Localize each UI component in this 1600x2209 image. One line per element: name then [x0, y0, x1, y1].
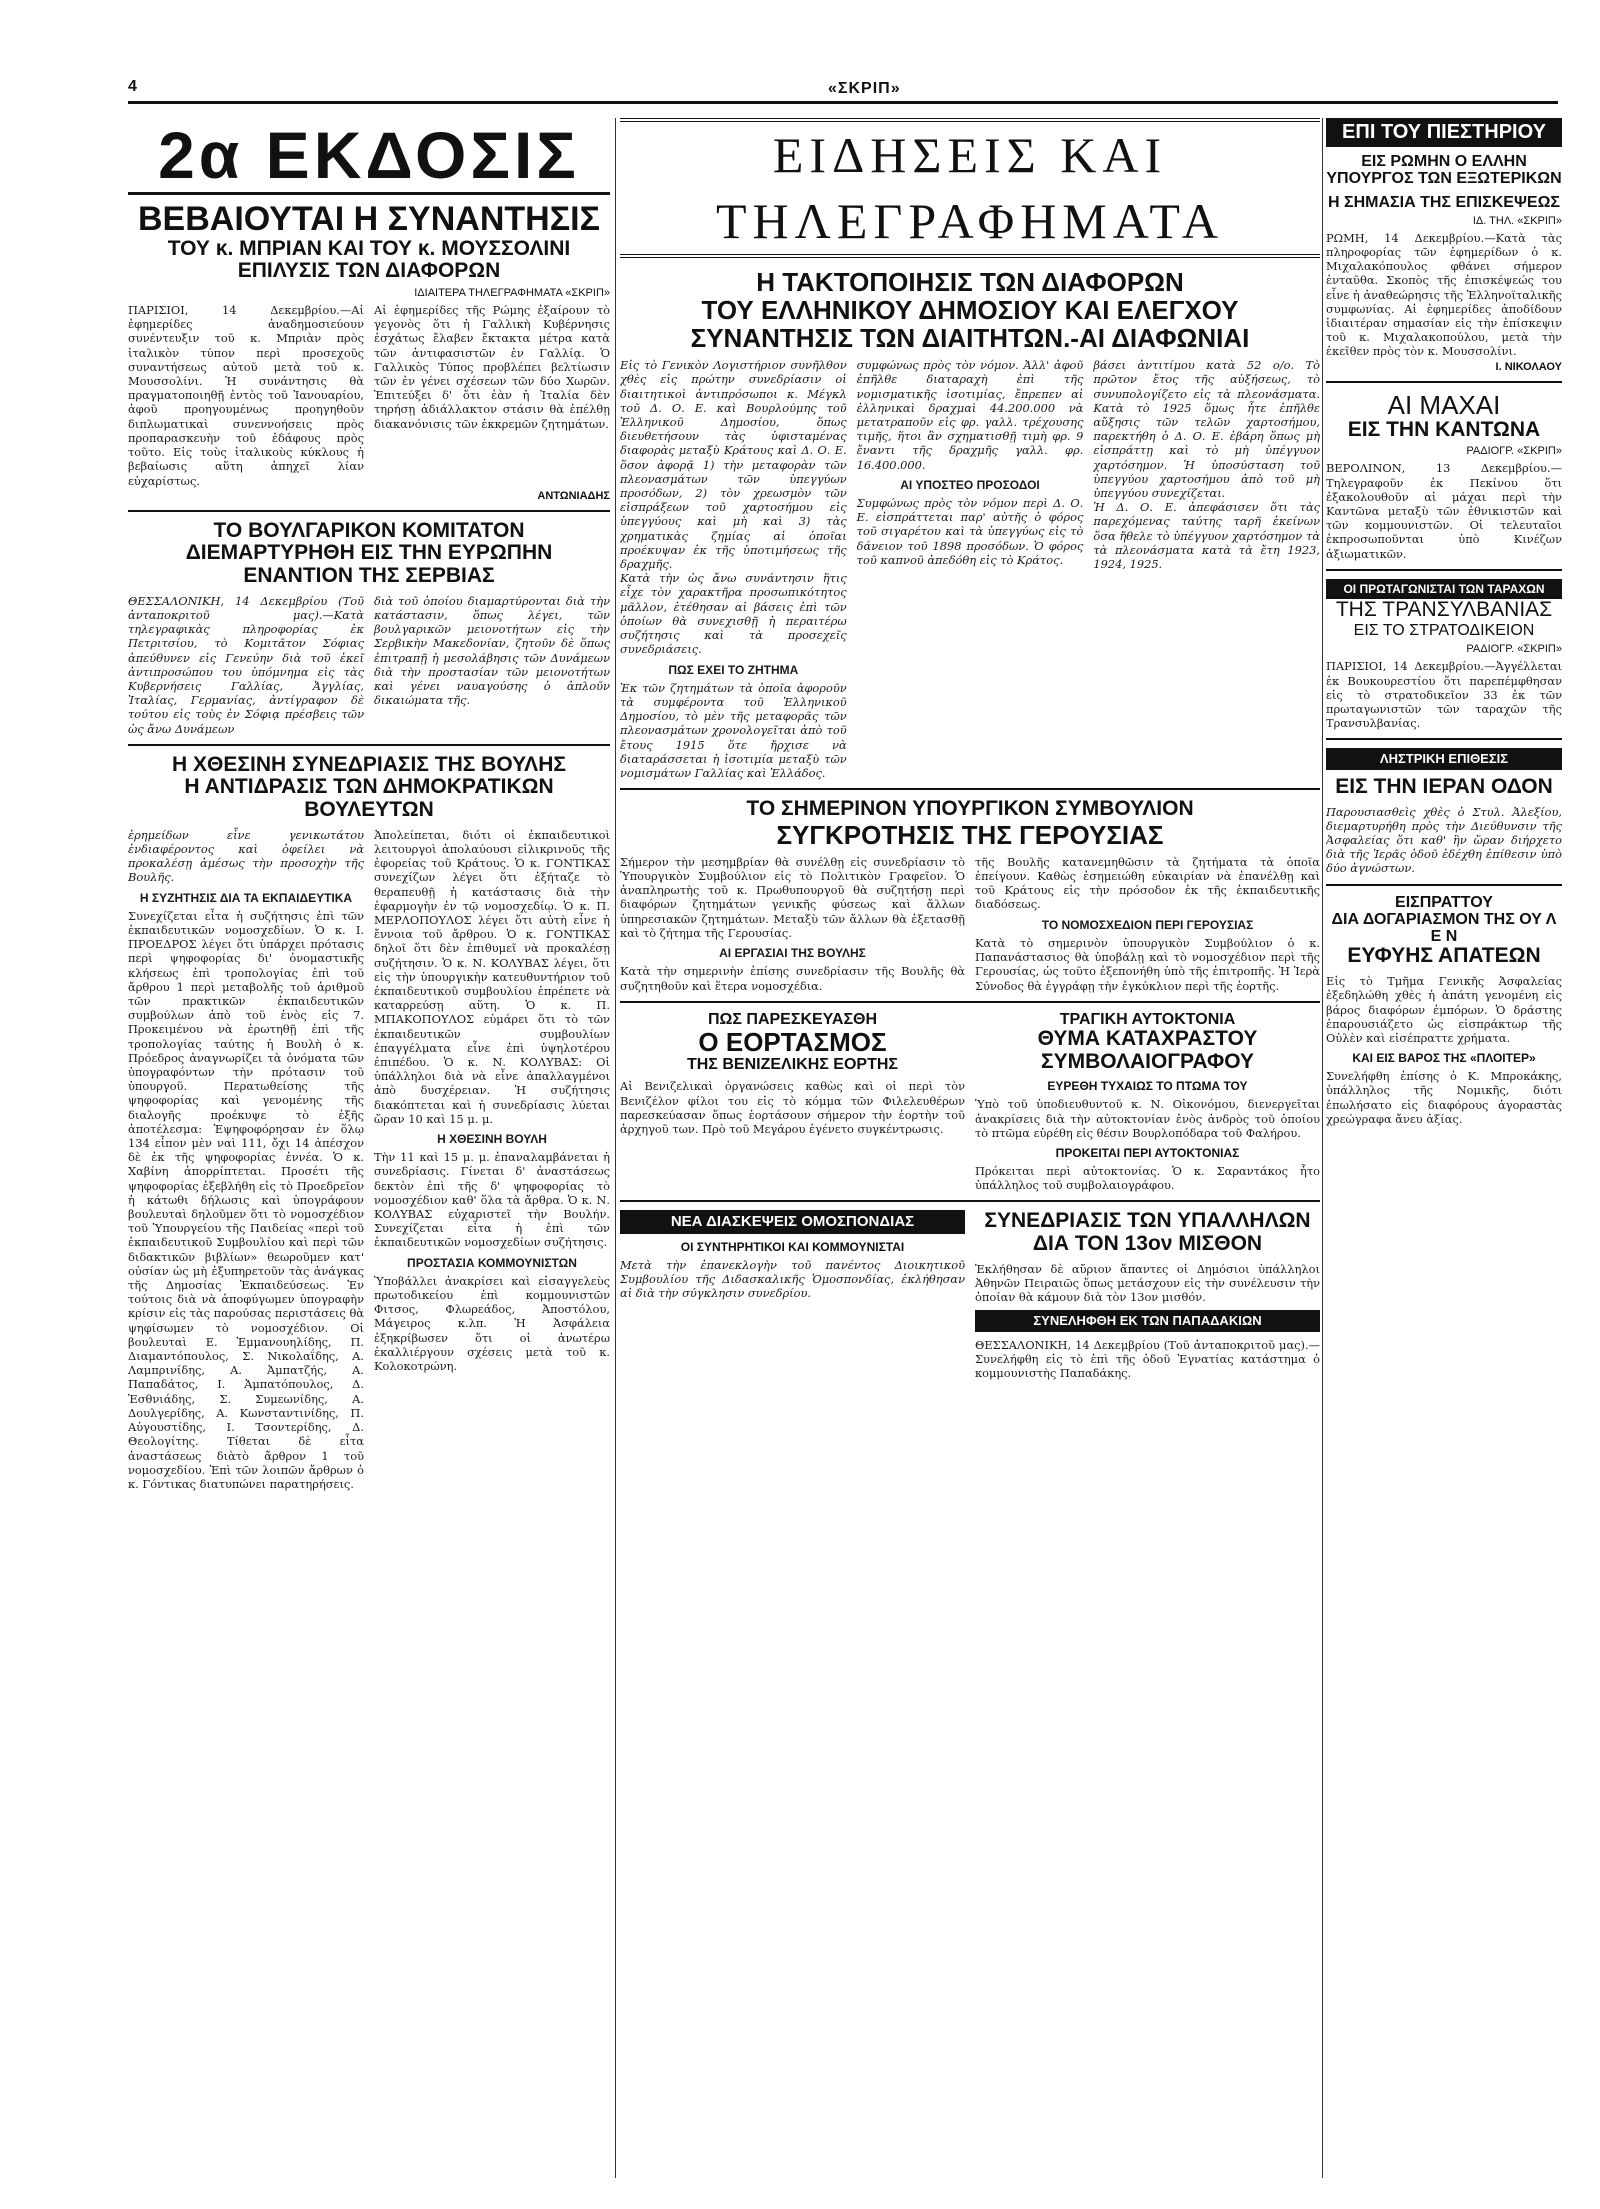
article-text-left: Συνεχίζεται εἶτα ἡ συζήτησις ἐπὶ τῶν ἐκπαιδευτικῶν νομοσχεδίων. Ὁ κ. Ι. ΠΡΟΕΔΡΟΣ λέγει ὅτι ὑπάρχει πρότασις περὶ ψηφοφορίας δι' ὀνομαστικῆς κλήσεως ἐπὶ τροπολογίας ἐπὶ τοῦ ἄρθρου 1 περὶ μεταβολῆς τοῦ ἀριθμοῦ τῶν πρακτικῶν ἐκπαιδευτικῶν συμβούλων ἀπὸ τοῦ ἑνὸς εἰς 7. Προκειμένου νὰ ἐρωτηθῇ ἐπὶ τῆς τροπολογίας ταύτης ἡ Βουλὴ ὁ κ. Πρόεδρος ἀναγνωρίζει τὰ ὀνόματα τῶν ὑπογραφόντων τὴν πρότασιν τοῦ ὑπουργοῦ. Περατωθείσης τῆς ψηφοφορίας καὶ γενομένης τῆς διαλογῆς προέκυψε τὸ ἑξῆς ἀποτέλεσμα: Ἐψηφοφόρησαν ἐν ὅλῳ 134 εἶπον μὲν ναὶ 111, ὄχι 14 ἀπέσχον δὲ ἐκ τῆς ψηφοφορίας ἐννέα. Ὁ κ. Χαβίνη ἀπορρίπτεται. Προσέτι τῆς ψηφοφορίας ἐξεβλήθη εἰς τὸ Προεδρεῖον ἡ κάτωθι δήλωσις καὶ ὑπογράφουν βουλευταὶ δηλοῦμεν ὅτι τὸ νομοσχέδιον τοῦ Ὑπουργείου τῆς Παιδείας «περὶ τοῦ ἐκπαιδευτικοῦ Συμβουλίου καὶ περὶ τῶν διδακτικῶν βιβλίων» θεωροῦμεν κατ' οὐσίαν ὡς μὴ ἐξυπηρετοῦν τὰς ἀνάγκας τῆς Δημοσίας Ἐκπαιδεύσεως. Ἐν τούτοις διὰ νὰ ἀποφύγωμεν ὑπογραφὴν κρίσιν εἰς τὰς παρούσας περιστάσεις θὰ ψηφίσωμεν τὸ νομοσχέδιον. Οἱ βουλευταὶ Ε. Ἐμμανουηλίδης, Π. Διαμαντόπουλος, Σ. Νικολαΐδης, Α. Λαμπρινίδης, Α. Ἀμπατζής, Α. Παπαδάτος, Ι. Ἀμπατόπουλος, Δ. Ἐσθνιάδης, Σ. Συμεωνίδης, Α. Δουλγερίδης, Α. Κωνσταντινίδης, Π. Αὐγουστίδης, Ι. Τσοντερίδης, Δ. Θεολογίτης. Τίθεται δὲ εἶτα ἀναστάσεως διὰτὸ ἄρθρον 1 τοῦ νομοσχεδίου. Ἐπὶ τῶν λοιπῶν ἄρθρων ὁ κ. Γόντικας διατυπώνει παρατηρήσεις.	[128, 908, 364, 1491]
edition-title: 2α ΕΚΔΟΣΙΣ	[128, 118, 610, 195]
signature: ΑΝΤΩΝΙΑΔΗΣ	[537, 489, 610, 502]
headline: Η ΤΑΚΤΟΠΟΙΗΣΙΣ ΤΩΝ ΔΙΑΦΟΡΩΝ	[756, 267, 1184, 297]
signature: I. ΝΙΚΟΛΑΟΥ	[1495, 360, 1562, 373]
subheading: ΠΩΣ ΕΧΕΙ ΤΟ ΖΗΤΗΜΑ	[668, 662, 799, 677]
article-text: Μετὰ τὴν ἐπανεκλογὴν τοῦ πανέντος Διοικητικοῦ Συμβουλίου τῆς Διδασκαλικῆς Ὁμοσπονδίας, ἐκλήθησαν αἱ διὰ τὴν σύγκλησιν συνεδρίου.	[620, 1258, 965, 1301]
article-bulgarian-committee	[128, 520, 610, 736]
headline: ΤΟ ΒΟΥΛΓΑΡΙΚΟΝ ΚΟΜΙΤΑΤΟΝ ΔΙΕΜΑΡΤΥΡΗΘΗ ΕΙΣ ΤΗΝ ΕΥΡΩΠΗΝ ΕΝΑΝΤΙΟΝ ΤΗΣ ΣΕΡΒΙΑΣ	[185, 518, 553, 588]
article-text: ΠΑΡΙΣΙΟΙ, 14 Δεκεμβρίου.—Ἀγγέλλεται ἐκ Βουκουρεστίου ὅτι παρεπέμφθησαν εἰς τὸ στρατοδικεῖον 33 ἐκ τῶν πρωταγωνιστῶν τῶν ταραχῶν τῆς Τρανσυλβανίας.	[1326, 659, 1562, 731]
dateline: ΙΔΙΑΙΤΕΡΑ ΤΗΛΕΓΡΑΦΗΜΑΤΑ «ΣΚΡΙΠ»	[414, 287, 610, 300]
divider	[620, 1001, 1320, 1003]
headline: ΣΥΝΕΛΗΦΘΗ ΕΚ ΤΩΝ ΠΑΠΑΔΑΚΙΩΝ	[975, 1310, 1320, 1332]
headline: ΤΡΑΓΙΚΗ ΑΥΤΟΚΤΟΝΙΑ	[1059, 1010, 1236, 1028]
headline-tertiary: ΣΥΜΒΟΛΑΙΟΓΡΑΦΟΥ	[1040, 1049, 1255, 1073]
subheading: ΠΡΟΚΕΙΤΑΙ ΠΕΡΙ ΑΥΤΟΚΤΟΝΙΑΣ	[1055, 1145, 1240, 1160]
article-federation	[620, 1210, 965, 1380]
subheading: ΟΙ ΣΥΝΤΗΡΗΤΙΚΟΙ ΚΑΙ ΚΟΜΜΟΥΝΙΣΤΑΙ	[680, 1240, 905, 1255]
headline-secondary: Η ΑΝΤΙΔΡΑΣΙΣ ΤΩΝ ΔΗΜΟΚΡΑΤΙΚΩΝ ΒΟΥΛΕΥΤΩΝ	[184, 775, 554, 822]
article-suicide	[975, 1011, 1320, 1193]
column-rule	[615, 118, 616, 2178]
headline: ΤΟ ΣΗΜΕΡΙΝΟΝ ΥΠΟΥΡΓΙΚΟΝ ΣΥΜΒΟΥΛΙΟΝ	[746, 797, 1194, 821]
article-text-col3b: Ἡ Δ. Ο. Ε. ἀπεφάσισεν ὅτι τὰς παρεχόμενας ταύτης ταρῆ ἐκείνων ὅσα ἤθελε τὸ ὑπέγγυον χαρτόσημον τὰ τὰ πλεονάσματα κατὰ τὰ ἔτη 1923, 1924, 1925.	[1093, 500, 1320, 572]
article-pair	[620, 1210, 1320, 1380]
article-pair	[620, 1011, 1320, 1193]
column-left	[128, 118, 610, 2178]
column-center	[620, 118, 1320, 2178]
article-transylvania	[1326, 579, 1562, 731]
headline-tertiary: ΕΙΣ ΤΟ ΣΤΡΑΤΟΔΙΚΕΙΟΝ	[1353, 622, 1535, 640]
headline-tertiary: ΣΥΝΑΝΤΗΣΙΣ ΤΩΝ ΔΙΑΙΤΗΤΩΝ.-ΑΙ ΔΙΑΦΩΝΙΑΙ	[690, 323, 1250, 354]
headline: ΝΕΑ ΔΙΑΣΚΕΨΕΙΣ ΟΜΟΣΠΟΝΔΙΑΣ	[620, 1210, 965, 1234]
article-text-2: ΘΕΣΣΑΛΟΝΙΚΗ, 14 Δεκεμβρίου (Τοῦ ἀνταποκριτοῦ μας).—Συνελήφθη εἰς τὸ ἐπὶ τῆς ὁδοῦ Ἐγνατίας κατάστημα ὁ κομμουνιστὴς Παπαδάκης.	[975, 1337, 1320, 1381]
divider	[1326, 738, 1562, 740]
masthead	[128, 78, 1558, 104]
headline-tertiary: Η ΣΗΜΑΣΙΑ ΤΗΣ ΕΠΙΣΚΕΨΕΩΣ	[1327, 193, 1560, 211]
article-text-col3: βάσει ἀντιτίμου κατὰ 52 ο/ο. Τὸ πρῶτον ἔτος τῆς αὐξήσεως, τὸ συνυπολογίζετο εἰς τὰ πλεονάσματα. Κατὰ τὸ 1925 ὅμως ἦτε ἐπῆλθε αὔξησις τῶν τελῶν χαρτοσήμου, παρεκτήθη ὁ Δ. Ο. Ε. ἐβάρη ὅπως μὴ εἰσπράττῃ καὶ τὸ μὴ ὑπέγγυον χαρτόσημον. Ἡ ὑποσύσταση τοῦ ὑπεγγύου χαρτοσήμου ἀπὸ τοῦ μὴ ὑπεγγύου συνεχίζεται.	[1093, 358, 1320, 501]
article-robbery	[1326, 748, 1562, 875]
headline: ΕΙΣΠΡΑΤΤΟΥ	[1395, 893, 1493, 911]
headline-secondary: ΔΙΑ ΔΟΓΑΡΙΑΣΜΟΝ ΤΗΣ ΟΥ Λ Ε Ν	[1331, 910, 1557, 946]
subheading: ΑΙ ΥΠΟΣΤΕΟ ΠΡΟΣΟΔΟΙ	[900, 477, 1040, 492]
headline: ΒΕΒΑΙΟΥΤΑΙ Η ΣΥΝΑΝΤΗΣΙΣ	[138, 200, 600, 238]
headline: ΣΥΝΕΔΡΙΑΣΙΣ ΤΩΝ ΥΠΑΛΛΗΛΩΝ	[984, 1209, 1311, 1233]
article-text-2: Πρόκειται περὶ αὐτοκτονίας. Ὁ κ. Σαραντάκος ἦτο ὑπάλληλος τοῦ συμβολαιογράφου.	[975, 1163, 1320, 1193]
column-rule	[1322, 118, 1323, 2178]
article-briand-mussolini	[128, 201, 610, 502]
article-text: Εἰς τὸ Τμῆμα Γενικῆς Ἀσφαλείας ἐξεδηλώθη χθὲς ἡ ἀπάτη γενομένη εἰς βάρος διαφόρων ἐμπόρων. Ὁ δράστης ἐπαρουσιάζετο ὡς εἰσπράκτωρ τῆς Οὐλὲν καὶ εἰσέπραττε χρήματα.	[1326, 974, 1562, 1045]
divider	[620, 788, 1320, 790]
dateline: ΡΑΔΙΟΓΡ. «ΣΚΡΙΠ»	[1466, 643, 1562, 656]
article-text-right: διὰ τοῦ ὁποίου διαμαρτύρονται διὰ τὴν κατάστασιν, ὅπως λέγει, τῶν βουλγαρικῶν μειονοτήτων εἰς τὴν Σερβικὴν Μακεδονίαν, ζητοῦν δὲ ὅπως ἐπιτραπῇ ἡ μεσολάβησις τῶν Δυνάμεων διὰ τὴν προστασίαν τῶν μειονοτήτων καὶ γένει ναυαγούσης ὁ ἀπλοῦν δικαιώματα τῆς.	[374, 593, 610, 708]
headline: ΕΠΙ ΤΟΥ ΠΙΕΣΤΗΡΙΟΥ	[1326, 118, 1562, 147]
subheading: Η ΣΥΖΗΤΗΣΙΣ ΔΙΑ ΤΑ ΕΚΠΑΙΔΕΥΤΙΚΑ	[139, 890, 353, 905]
headline-secondary: ΣΥΓΚΡΟΤΗΣΙΣ ΤΗΣ ΓΕΡΟΥΣΙΑΣ	[776, 819, 1164, 850]
headline: ΑΙ ΜΑΧΑΙ	[1387, 389, 1501, 420]
article-text-right: Αἱ ἐφημερίδες τῆς Ρώμης ἐξαίρουν τὸ γεγονὸς ὅτι ἡ Γαλλικὴ Κυβέρνησις ἐσχάτως ἔλαβεν ἔκτακτα μέτρα κατὰ τῶν ἀντιφασιστῶν ἐν Γαλλίᾳ. Ὁ Γαλλικὸς Τύπος προβλέπει βελτίωσιν τῶν ἐν γένει σχέσεων τῶν δύο Χωρῶν. Ἐπιτεύξει δ' ὅτι ἐὰν ἡ Ἰταλία δὲν τηρήσῃ ἀδιάλλακτον στάσιν θὰ ἐπέλθῃ διακανόνισις τῶν ἐκκρεμῶν ζητημάτων.	[374, 303, 610, 431]
headline-secondary: ΕΙΣ ΡΩΜΗΝ Ο ΕΛΛΗΝ ΥΠΟΥΡΓΟΣ ΤΩΝ ΕΞΩΤΕΡΙΚΩΝ	[1326, 153, 1562, 188]
subheading: ΕΥΡΕΘΗ ΤΥΧΑΙΩΣ ΤΟ ΠΤΩΜΑ ΤΟΥ	[1047, 1079, 1248, 1094]
article-text-right-3: Ὑποβάλλει ἀνακρίσει καὶ εἰσαγγελεὺς πρωτοδικείου ἐπὶ κομμουνιστῶν Φιτσος, Φλωρεάδος, Ἀποστόλου, Μάγειρος κ.λπ. Ἡ Ἀσφάλεια ἐξηκρίβωσεν ὅτι οἱ ἀνωτέρω ἐκαλλιέργουν σχέσεις μετὰ τοῦ κ. Κολοκοτρώνη.	[374, 1273, 610, 1374]
article-text-col2: συμφώνως πρὸς τὸν νόμον. Ἀλλ' ἀφοῦ ἐπῆλθε διαταραχὴ ἐπὶ τῆς νομισματικῆς ἰσοτιμίας, ἔπρεπεν αἱ ἐλληνικαὶ δραχμαὶ 44.200.000 νὰ μετατραποῦν εἰς φρ. γαλλ. τρέχουσης τιμῆς, ἥτοι ἂν σχηματισθῇ τιμὴ φρ. 9 ἔναντι τῆς δραχμῆς γαλλ. φρ. 16.400.000.	[856, 358, 1084, 472]
newspaper-name: «ΣΚΡΙΠ»	[828, 80, 901, 97]
headline-tertiary: ΕΥΦΥΗΣ ΑΠΑΤΕΩΝ	[1347, 944, 1541, 968]
article-text-right-2: Κατὰ τὸ σημερινὸν ὑπουργικὸν Συμβούλιον ὁ κ. Παπανάστασιος θὰ ὑποβάλῃ καὶ τὸ νομοσχέδιον περὶ τῆς Γερουσίας, ὡς τοῦτο ἐξεπονήθη ὑπὸ τῆς ἐπιτροπῆς. Ἡ Ἱερὰ Σύνοδος θὰ ἐγγράφῃ τὴν ἐγκύκλιον περὶ τῆς ἑορτῆς.	[975, 935, 1320, 993]
divider	[620, 1200, 1320, 1202]
headline: ΛΗΣΤΡΙΚΗ ΕΠΙΘΕΣΙΣ	[1326, 748, 1562, 770]
subheading: ΑΙ ΕΡΓΑΣΙΑΙ ΤΗΣ ΒΟΥΛΗΣ	[719, 946, 866, 961]
divider	[1326, 569, 1562, 571]
article-text: Ἐκλήθησαν δὲ αὔριον ἅπαντες οἱ Δημόσιοι ὑπάλληλοι Ἀθηνῶν Πειραιῶς ὅπως μετάσχουν εἰς τὴν συνέλευσιν τὴν ὁποίαν θὰ κάμουν διὰ τὸν 13ον μισθόν.	[975, 1261, 1320, 1305]
column-right	[1326, 118, 1562, 2178]
article-text: Παρουσιασθεὶς χθὲς ὁ Στυλ. Ἀλεξίου, διεμαρτυρήθη πρὸς τὴν Διεύθυνσιν τῆς Ἀσφαλείας ὅτι καθ' ἣν ὥραν διήρχετο διὰ τῆς Ἱερᾶς ὁδοῦ ἐδέχθη ἐπίθεσιν ὑπὸ δύο ἀγνώστων.	[1326, 804, 1562, 876]
divider	[1326, 381, 1562, 383]
page-number: 4	[128, 78, 137, 95]
headline-secondary: ΔΙΑ ΤΟΝ 13ον ΜΙΣΘΟΝ	[1032, 1232, 1263, 1255]
article-canton-battles	[1326, 391, 1562, 561]
article-swindler	[1326, 894, 1562, 1126]
subheading: Η ΧΘΕΣΙΝΗ ΒΟΥΛΗ	[437, 1132, 547, 1147]
headline-secondary: ΤΟΥ κ. ΜΠΡΙΑΝ ΚΑΙ ΤΟΥ κ. ΜΟΥΣΣΟΛΙΝΙ	[167, 236, 571, 260]
headline-secondary: ΕΙΣ ΤΗΝ ΙΕΡΑΝ ΟΔΟΝ	[1335, 774, 1553, 798]
article-text-left: Σήμερον τὴν μεσημβρίαν θὰ συνέλθῃ εἰς συνεδρίασιν τὸ Ὑπουργικὸν Συμβούλιον εἰς τὸ Πολιτικὸν Γραφεῖον. Ὁ ἀναπληρωτὴς τοῦ κ. Πρωθυπουργοῦ θὰ συζητήσῃ περὶ διαφόρων ζητημάτων γενικῆς φύσεως καὶ ἄλλων ὑπηρεσιακῶν ζητημάτων. Μεταξὺ τῶν ἄλλων θὰ ἐξετασθῇ καὶ τὸ ζήτημα τῆς Γερουσίας.	[620, 854, 965, 940]
article-text-left: ΠΑΡΙΣΙΟΙ, 14 Δεκεμβρίου.—Αἱ ἐφημερίδες ἀναδημοσιεύουν συνέντευξιν τοῦ κ. Μπριὰν πρὸς ἰταλικὸν τύπον περὶ προσεχοῦς συναντήσεως αὐτοῦ μετὰ τοῦ κ. Μουσσολίνι. Ἡ συνάντησις θὰ πραγματοποιηθῇ ἐντὸς τοῦ Ἰανουαρίου, ἀφοῦ προηγουμένως προηγηθοῦν διπλωματικαὶ συνεννοήσεις πρὸς προπαρασκευὴν τοῦ ἐδάφους πρὸς τοῦτο. Εἰς τοὺς ἰταλικοὺς κύκλους ἡ βεβαίωσις αὕτη ἀπηχεῖ λίαν εὐχαρίστως.	[128, 303, 364, 488]
article-intro: ἐρημείδων εἶνε γενικωτάτου ἐνδιαφέροντος καὶ ὀφείλει νὰ προκαλέσῃ ἀμέσως τὴν προσοχὴν τῆς Βουλῆς.	[128, 827, 364, 885]
article-text-right: Ἀπολείπεται, διότι οἱ ἐκπαιδευτικοὶ λειτουργοὶ ἀπολαύουσι εἰλικρινοῦς τῆς ἐφορείας τοῦ Κράτους. Ὁ κ. ΓΟΝΤΙΚΑΣ συνεχίζων λέγει ὅτι ἐξήταζε τὸ θεραπευθῇ ἡ κατάστασις διὰ τὴν ἐφαρμογὴν ἐν τῷ νομοσχεδίῳ. Ὁ κ. Π. ΜΕΡΛΟΠΟΥΛΟΣ λέγει ὅτι αὐτὴ εἶνε ἡ ἔννοια τοῦ ἄρθρου. Ὁ κ. ΓΟΝΤΙΚΑΣ δηλοῖ ὅτι δὲν ἐπιθυμεῖ νὰ προκαλέσῃ συζήτησιν. Ὁ κ. Ν. ΚΟΛΥΒΑΣ λέγει, ὅτι εἰς τὴν ὑπουργικὴν κατευθυντήριον τοῦ ἐκπαιδευτικοῦ συμβουλίου ἐπρέπετε νὰ καταρρεύσῃ αὕτη. Ὁ κ. Π. ΜΠΑΚΟΠΟΥΛΟΣ εὐμάρει ὅτι τὸ τῶν ἐκπαιδευτικῶν συμβουλίων ἐπαγγέλματα εἶνε ἐπὶ ὑψηλοτέρου ἐπιπέδου. Ὁ κ. Ν. ΚΟΛΥΒΑΣ: Οἱ ὑπάλληλοι διὰ νὰ εἶνε ἀπαλλαγμένοι ἀπὸ δυσχέρειαν. Ἡ συζήτησις διακόπτεται καὶ ἡ συνεδρίασις λύεται ὥραν 10 καὶ 15 μ. μ.	[374, 827, 610, 1126]
article-text-2: Συνελήφθη ἐπίσης ὁ Κ. Μπροκάκης, ὑπάλληλος τῆς Νομικῆς, διότι ἐπωλήσατο εἰς διαφόρους ἀγοραστὰς χρεώγραφα ἄνευ ἀξίας.	[1326, 1069, 1562, 1126]
headline-tertiary: ΕΠΙΛΥΣΙΣ ΤΩΝ ΔΙΑΦΟΡΩΝ	[237, 259, 501, 283]
dateline: ΡΑΔΙΟΓΡ. «ΣΚΡΙΠ»	[1466, 445, 1562, 458]
article-text-right: τῆς Βουλῆς κατανεμηθῶσιν τὰ ζητήματα τὰ ὁποῖα ἐπείγουν. Καθὼς ἐσημειώθη εὐκαιρίαν νὰ ἐπανέλθῃ καὶ τοῦ Κράτους εἰς τὴν πρόσοδον ἐκ τῆς ἐκπαιδευτικῆς διαδόσεως.	[975, 854, 1320, 912]
subheading: ΠΡΟΣΤΑΣΙΑ ΚΟΜΜΟΥΝΙΣΤΩΝ	[407, 1255, 577, 1270]
headline: ΟΙ ΠΡΩΤΑΓΩΝΙΣΤΑΙ ΤΩΝ ΤΑΡΑΧΩΝ	[1326, 579, 1562, 600]
article-text: ΡΩΜΗ, 14 Δεκεμβρίου.—Κατὰ τὰς πληροφορίας τῶν ἐφημερίδων ὁ κ. Μιχαλακόπουλος φθάνει σήμερον ἐνταῦθα. Σκοπὸς τῆς ἐπισκέψεώς του εἶνε ἡ ἀναθεώρησις τῆς Ἑλληνοϊταλικῆς συμφωνίας. Αἱ ἐφημερίδες ἀποδίδουν ἰδιαιτέραν σημασίαν εἰς τὴν ἐπίσκεψιν τοῦ κ. Μιχαλακοπούλου, μετὰ τὴν ἐκεῖθεν πρὸς τὸν κ. Μουσσολίνι.	[1326, 230, 1562, 359]
article-text: ΒΕΡΟΛΙΝΟΝ, 13 Δεκεμβρίου.—Τηλεγραφοῦν ἐκ Πεκίνου ὅτι ἐξακολουθοῦν αἱ μάχαι περὶ τὴν Καντῶνα μεταξὺ τῶν ἐθνικιστῶν καὶ τῶν κομμουνιστῶν. Οἱ τελευταῖοι ἐκπροσωποῦνται ὑπὸ Κινέζων ἀξιωματικῶν.	[1326, 461, 1562, 561]
article-text-col1b: Κατὰ τὴν ὡς ἄνω συνάντησιν ἥτις εἶχε τὸν χαρακτῆρα προσωπικότητος μᾶλλον, ἐτέθησαν αἱ βάσεις ἐπὶ τῶν ὁποίων θὰ συνεχισθῇ ἡ περαιτέρω συζήτησις καὶ τὰ προσεχεῖς συνεδριάσεις.	[620, 571, 847, 657]
divider	[1326, 884, 1562, 886]
article-parliament	[128, 754, 610, 1491]
headline-secondary: ΘΥΜΑ ΚΑΤΑΧΡΑΣΤΟΥ	[1037, 1026, 1258, 1050]
headline-tertiary: ΤΗΣ ΒΕΝΙΖΕΛΙΚΗΣ ΕΟΡΤΗΣ	[686, 1056, 899, 1074]
headline-secondary: ΤΗΣ ΤΡΑΝΣΥΛΒΑΝΙΑΣ	[1335, 598, 1553, 622]
subheading: ΚΑΙ ΕΙΣ ΒΑΡΟΣ ΤΗΣ «ΠΛΟΙΤΕΡ»	[1352, 1051, 1536, 1066]
section-banner: ΕΙΔΗΣΕΙΣ ΚΑΙ ΤΗΛΕΓΡΑΦΗΜΑΤΑ	[620, 118, 1320, 258]
article-public-debt	[620, 268, 1320, 780]
article-text-col1: Εἰς τὸ Γενικὸν Λογιστήριον συνῆλθον χθὲς εἰς πρώτην συνεδρίασιν οἱ διαιτητικοὶ ἀντιπρόσωποι κ. Μέγκλ τοῦ Δ. Ο. Ε. καὶ Βουρλούμης τοῦ Ἑλληνικοῦ Δημοσίου, ὅπως διευθετήσουν τὰς ὑφισταμένας διαφορὰς μεταξὺ Κράτους καὶ Δ. Ο. Ε. ὅσον ἀφορᾷ 1) τὴν μεταφορὰν τῶν πλεονασμάτων τῶν ὑπεγγύων προσόδων, 2) τὸν χρεωσμὸν τῶν εἰσπράξεων τοῦ χαρτοσήμου εἰς ὑπεγγύους καὶ μὴ καὶ 3) τὰς χρηματικὰς ζημίας αἱ ὁποῖαι προέκυψαν ἐκ τῆς ὑποτιμήσεως τῆς δραχμῆς.	[620, 358, 847, 572]
subheading: ΤΟ ΝΟΜΟΣΧΕΔΙΟΝ ΠΕΡΙ ΓΕΡΟΥΣΙΑΣ	[1041, 917, 1254, 932]
article-text-col2b: Συμφώνως πρὸς τὸν νόμον περὶ Δ. Ο. Ε. εἰσπράττεται παρ' αὐτῆς ὁ φόρος τοῦ σιγαρέτου καὶ τὰ ὑπεγγύως εἰς τὸ δάνειον τοῦ 1898 προσόδων. Ὁ φόρος τοῦ καπνοῦ ἀπεδόθη εἰς τὸ Κράτος.	[856, 496, 1084, 567]
article-text-left: ΘΕΣΣΑΛΟΝΙΚΗ, 14 Δεκεμβρίου (Τοῦ ἀνταποκριτοῦ μας).—Κατὰ τηλεγραφικὰς πληροφορίας ἐκ Πετριτσίου, τὸ Κομιτᾶτον Σόφιας ἀπεύθυνεν εἰς Γενεύην διὰ τοῦ ἐκεῖ ἀντιπροσώπου του ὑπόμνημα εἰς τὰς Κυβερνήσεις Γαλλίας, Ἀγγλίας, Ἰταλίας, Γερμανίας, ἀντίγραφον δὲ τούτου εἰς τοὺς ἐν Σόφιᾳ πρέσβεις τῶν ὡς ἄνω Δυνάμεων	[128, 593, 364, 736]
article-venizelos-feast	[620, 1011, 965, 1193]
article-text: Αἱ Βενιζελικαὶ ὀργανώσεις καθὼς καὶ οἱ περὶ τὸν Βενιζέλον φίλοι του εἰς τὸ κόμμα τῶν Φιλελευθέρων παρεσκεύασαν ὅπως ἑορτάσουν σήμερον τὴν ἑορτὴν τοῦ ἀρχηγοῦ των. Πρὸ τοῦ Μεγάρου ἐγένετο συγκέντρωσις.	[620, 1079, 965, 1136]
headline-secondary: ΕΙΣ ΤΗΝ ΚΑΝΤΩΝΑ	[1347, 417, 1541, 441]
article-cabinet-meeting	[620, 798, 1320, 993]
article-text-left-2: Κατὰ τὴν σημερινὴν ἐπίσης συνεδρίασιν τῆς Βουλῆς θὰ συζητηθοῦν καὶ ἕτερα νομοσχέδια.	[620, 964, 965, 993]
headline: Η ΧΘΕΣΙΝΗ ΣΥΝΕΔΡΙΑΣΙΣ ΤΗΣ ΒΟΥΛΗΣ	[172, 752, 566, 776]
article-text-col1c: Ἐκ τῶν ζητημάτων τὰ ὁποῖα ἀφοροῦν τὰ συμφέροντα τοῦ Ἑλληνικοῦ Δημοσίου, τὸ μὲν τῆς μεταφορᾶς τῶν πλεονασμάτων χρονολογεῖται ἀπὸ τοῦ ἔτους 1915 ὅτε ἤρχισε νὰ διαταράσσεται ἡ ἰσοτιμία μεταξὺ τῶν νομισμάτων Γαλλίας καὶ Ἑλλάδος.	[620, 680, 847, 780]
divider	[128, 510, 610, 512]
dateline: ΙΔ. ΤΗΛ. «ΣΚΡΙΠ»	[1472, 214, 1562, 227]
article-text: Ὑπὸ τοῦ ὑποδιευθυντοῦ κ. Ν. Οἰκονόμου, διενεργεῖται ἀνακρίσεις διὰ τὴν αὐτοκτονίαν ἐνὸς ἀνδρὸς τοῦ ὁποίου τὸ πτῶμα εὑρέθη εἰς θέσιν Βουρλοπόδαρα τοῦ Φαλήρου.	[975, 1097, 1320, 1140]
article-text-right-2: Τὴν 11 καὶ 15 μ. μ. ἐπαναλαμβάνεται ἡ συνεδρίασις. Γίνεται δ' ἀναστάσεως δεκτὸν ἐπὶ τῆς δ' ψηφοφορίας τὸ νομοσχέδιον καθ' ὅλα τὰ ἄρθρα. Ὁ κ. Ν. ΚΟΛΥΒΑΣ εὐχαριστεῖ τὴν Βουλήν. Συνεχίζεται εἶτα ἡ ἐπὶ τῶν ἐκπαιδευτικῶν νομοσχεδίων συζήτησις.	[374, 1150, 610, 1250]
article-employees	[975, 1210, 1320, 1380]
divider	[128, 744, 610, 746]
headline: ΠΩΣ ΠΑΡΕΣΚΕΥΑΣΘΗ	[707, 1010, 878, 1028]
headline-secondary: ΤΟΥ ΕΛΛΗΝΙΚΟΥ ΔΗΜΟΣΙΟΥ ΚΑΙ ΕΛΕΓΧΟΥ	[701, 295, 1239, 326]
headline-secondary: Ο ΕΟΡΤΑΣΜΟΣ	[698, 1026, 887, 1057]
article-foreign-minister	[1326, 118, 1562, 373]
